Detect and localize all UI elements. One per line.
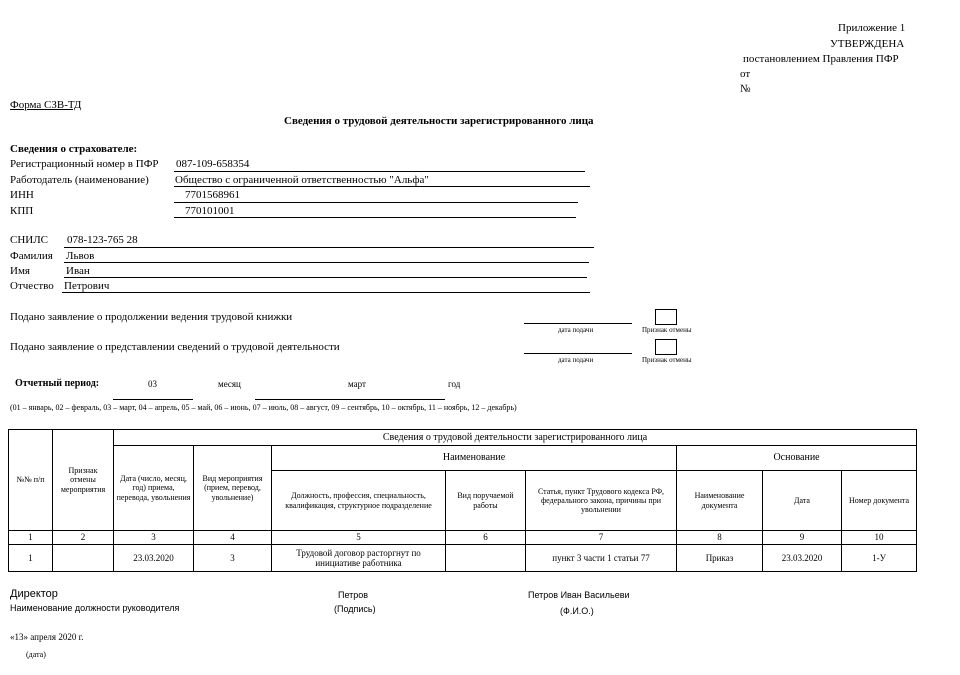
approval-line-1: Приложение 1 [838, 22, 906, 34]
statement-1-date-caption: дата подачи [558, 326, 594, 334]
snils-label: СНИЛС [10, 234, 49, 246]
signature-date-caption: (дата) [26, 650, 46, 659]
signer-signature: Петров [338, 590, 369, 600]
employment-events-table [8, 429, 917, 572]
table-row [9, 545, 917, 572]
statement-1-date-line [524, 323, 632, 324]
name-label: Имя [10, 265, 30, 277]
header-cancel: Признак отмены мероприятия [53, 430, 114, 531]
period-month-value: 03 [148, 379, 157, 389]
row-doc-num: 1-У [842, 545, 917, 572]
patronymic-value: Петрович [64, 280, 110, 292]
statement-2-cancel-caption: Признак отмены [642, 356, 692, 364]
row-cancel [53, 545, 114, 572]
header-work: Вид поручаемой работы [446, 471, 526, 531]
form-name: Форма СЗВ-ТД [10, 99, 82, 111]
statement-2-cancel-box[interactable] [655, 339, 677, 355]
statement-2-date-line [524, 353, 632, 354]
header-num: №№ п/п [9, 430, 53, 531]
statement-2-date-caption: дата подачи [558, 356, 594, 364]
col-number: 6 [446, 531, 526, 545]
statement-continue-book: Подано заявление о продолжении ведения трудовой книжки [10, 311, 293, 323]
row-event: 3 [194, 545, 272, 572]
col-number: 8 [677, 531, 763, 545]
surname-value: Львов [66, 250, 95, 262]
header-position: Должность, профессия, специальность, квалификация, структурное подразделение [272, 471, 446, 531]
col-number: 2 [53, 531, 114, 545]
signer-position-caption: Наименование должности руководителя [10, 603, 180, 613]
kpp-value: 770101001 [185, 205, 235, 217]
period-legend: (01 – январь, 02 – февраль, 03 – март, 04 – апрель, 05 – май, 06 – июнь, 07 – июль, 08 – август, 09 – сентябрь, 10 – октябрь, 11 – ноябрь, 12 – декабрь) [10, 403, 517, 412]
insurer-heading: Сведения о страхователе: [10, 143, 138, 155]
reg-number-underline [174, 171, 585, 172]
inn-value: 7701568961 [185, 189, 240, 201]
reg-number-label: Регистрационный номер в ПФР [10, 158, 159, 170]
statement-1-cancel-box[interactable] [655, 309, 677, 325]
col-number: 5 [272, 531, 446, 545]
row-num: 1 [9, 545, 53, 572]
header-event: Вид мероприятия (прием, перевод, увольнение) [194, 446, 272, 531]
statement-1-cancel-caption: Признак отмены [642, 326, 692, 334]
signer-fio-caption: (Ф.И.О.) [560, 606, 594, 616]
surname-underline [64, 262, 589, 263]
name-underline [64, 277, 587, 278]
period-label: Отчетный период: [15, 378, 100, 389]
signer-fio: Петров Иван Васильеви [528, 590, 630, 600]
col-number: 10 [842, 531, 917, 545]
snils-value: 078-123-765 28 [67, 234, 138, 246]
kpp-underline [174, 217, 576, 218]
header-date: Дата (число, месяц, год) приема, перевода, увольнения [114, 446, 194, 531]
period-month-underline [113, 399, 193, 400]
employer-label: Работодатель (наименование) [10, 174, 149, 186]
approval-line-5: № [740, 83, 751, 95]
col-number: 7 [526, 531, 677, 545]
inn-underline [174, 202, 578, 203]
period-month-label: месяц [218, 379, 241, 389]
row-date: 23.03.2020 [114, 545, 194, 572]
col-number: 1 [9, 531, 53, 545]
approval-line-3: постановлением Правления ПФР [743, 53, 899, 65]
surname-label: Фамилия [10, 250, 53, 262]
patronymic-underline [62, 292, 590, 293]
snils-underline [64, 247, 594, 248]
row-doc-name: Приказ [677, 545, 763, 572]
header-article: Статья, пункт Трудового кодекса РФ, федерального закона, причины при увольнении [526, 471, 677, 531]
kpp-label: КПП [10, 205, 34, 217]
signer-position: Директор [10, 588, 58, 600]
period-year-label: год [448, 379, 461, 389]
header-doc-name: Наименование документа [677, 471, 763, 531]
header-group-basis: Основание [677, 446, 917, 471]
col-number: 4 [194, 531, 272, 545]
row-position: Трудовой договор расторгнут по инициативе работника [272, 545, 446, 572]
header-group-naming: Наименование [272, 446, 677, 471]
period-month-name-underline [255, 399, 445, 400]
patronymic-label: Отчество [10, 280, 54, 292]
employer-value: Общество с ограниченной ответственностью "Альфа" [175, 174, 429, 186]
header-doc-date: Дата [763, 471, 842, 531]
row-doc-date: 23.03.2020 [763, 545, 842, 572]
reg-number-value: 087-109-658354 [176, 158, 250, 170]
row-work [446, 545, 526, 572]
period-month-name: март [348, 379, 366, 389]
signer-signature-caption: (Подпись) [334, 604, 376, 614]
signature-date: «13» апреля 2020 г. [10, 632, 84, 642]
header-doc-num: Номер документа [842, 471, 917, 531]
inn-label: ИНН [10, 189, 34, 201]
approval-line-4: от [740, 68, 751, 80]
employer-underline [174, 186, 590, 187]
col-number: 9 [763, 531, 842, 545]
statement-provide-info: Подано заявление о представлении сведений о трудовой деятельности [10, 341, 340, 353]
name-value: Иван [66, 265, 90, 277]
table-super-header: Сведения о трудовой деятельности зарегистрированного лица [114, 430, 917, 446]
document-title: Сведения о трудовой деятельности зарегистрированного лица [284, 115, 594, 127]
col-number: 3 [114, 531, 194, 545]
row-article: пункт 3 части 1 статьи 77 [526, 545, 677, 572]
approval-line-2: УТВЕРЖДЕНА [830, 38, 905, 50]
